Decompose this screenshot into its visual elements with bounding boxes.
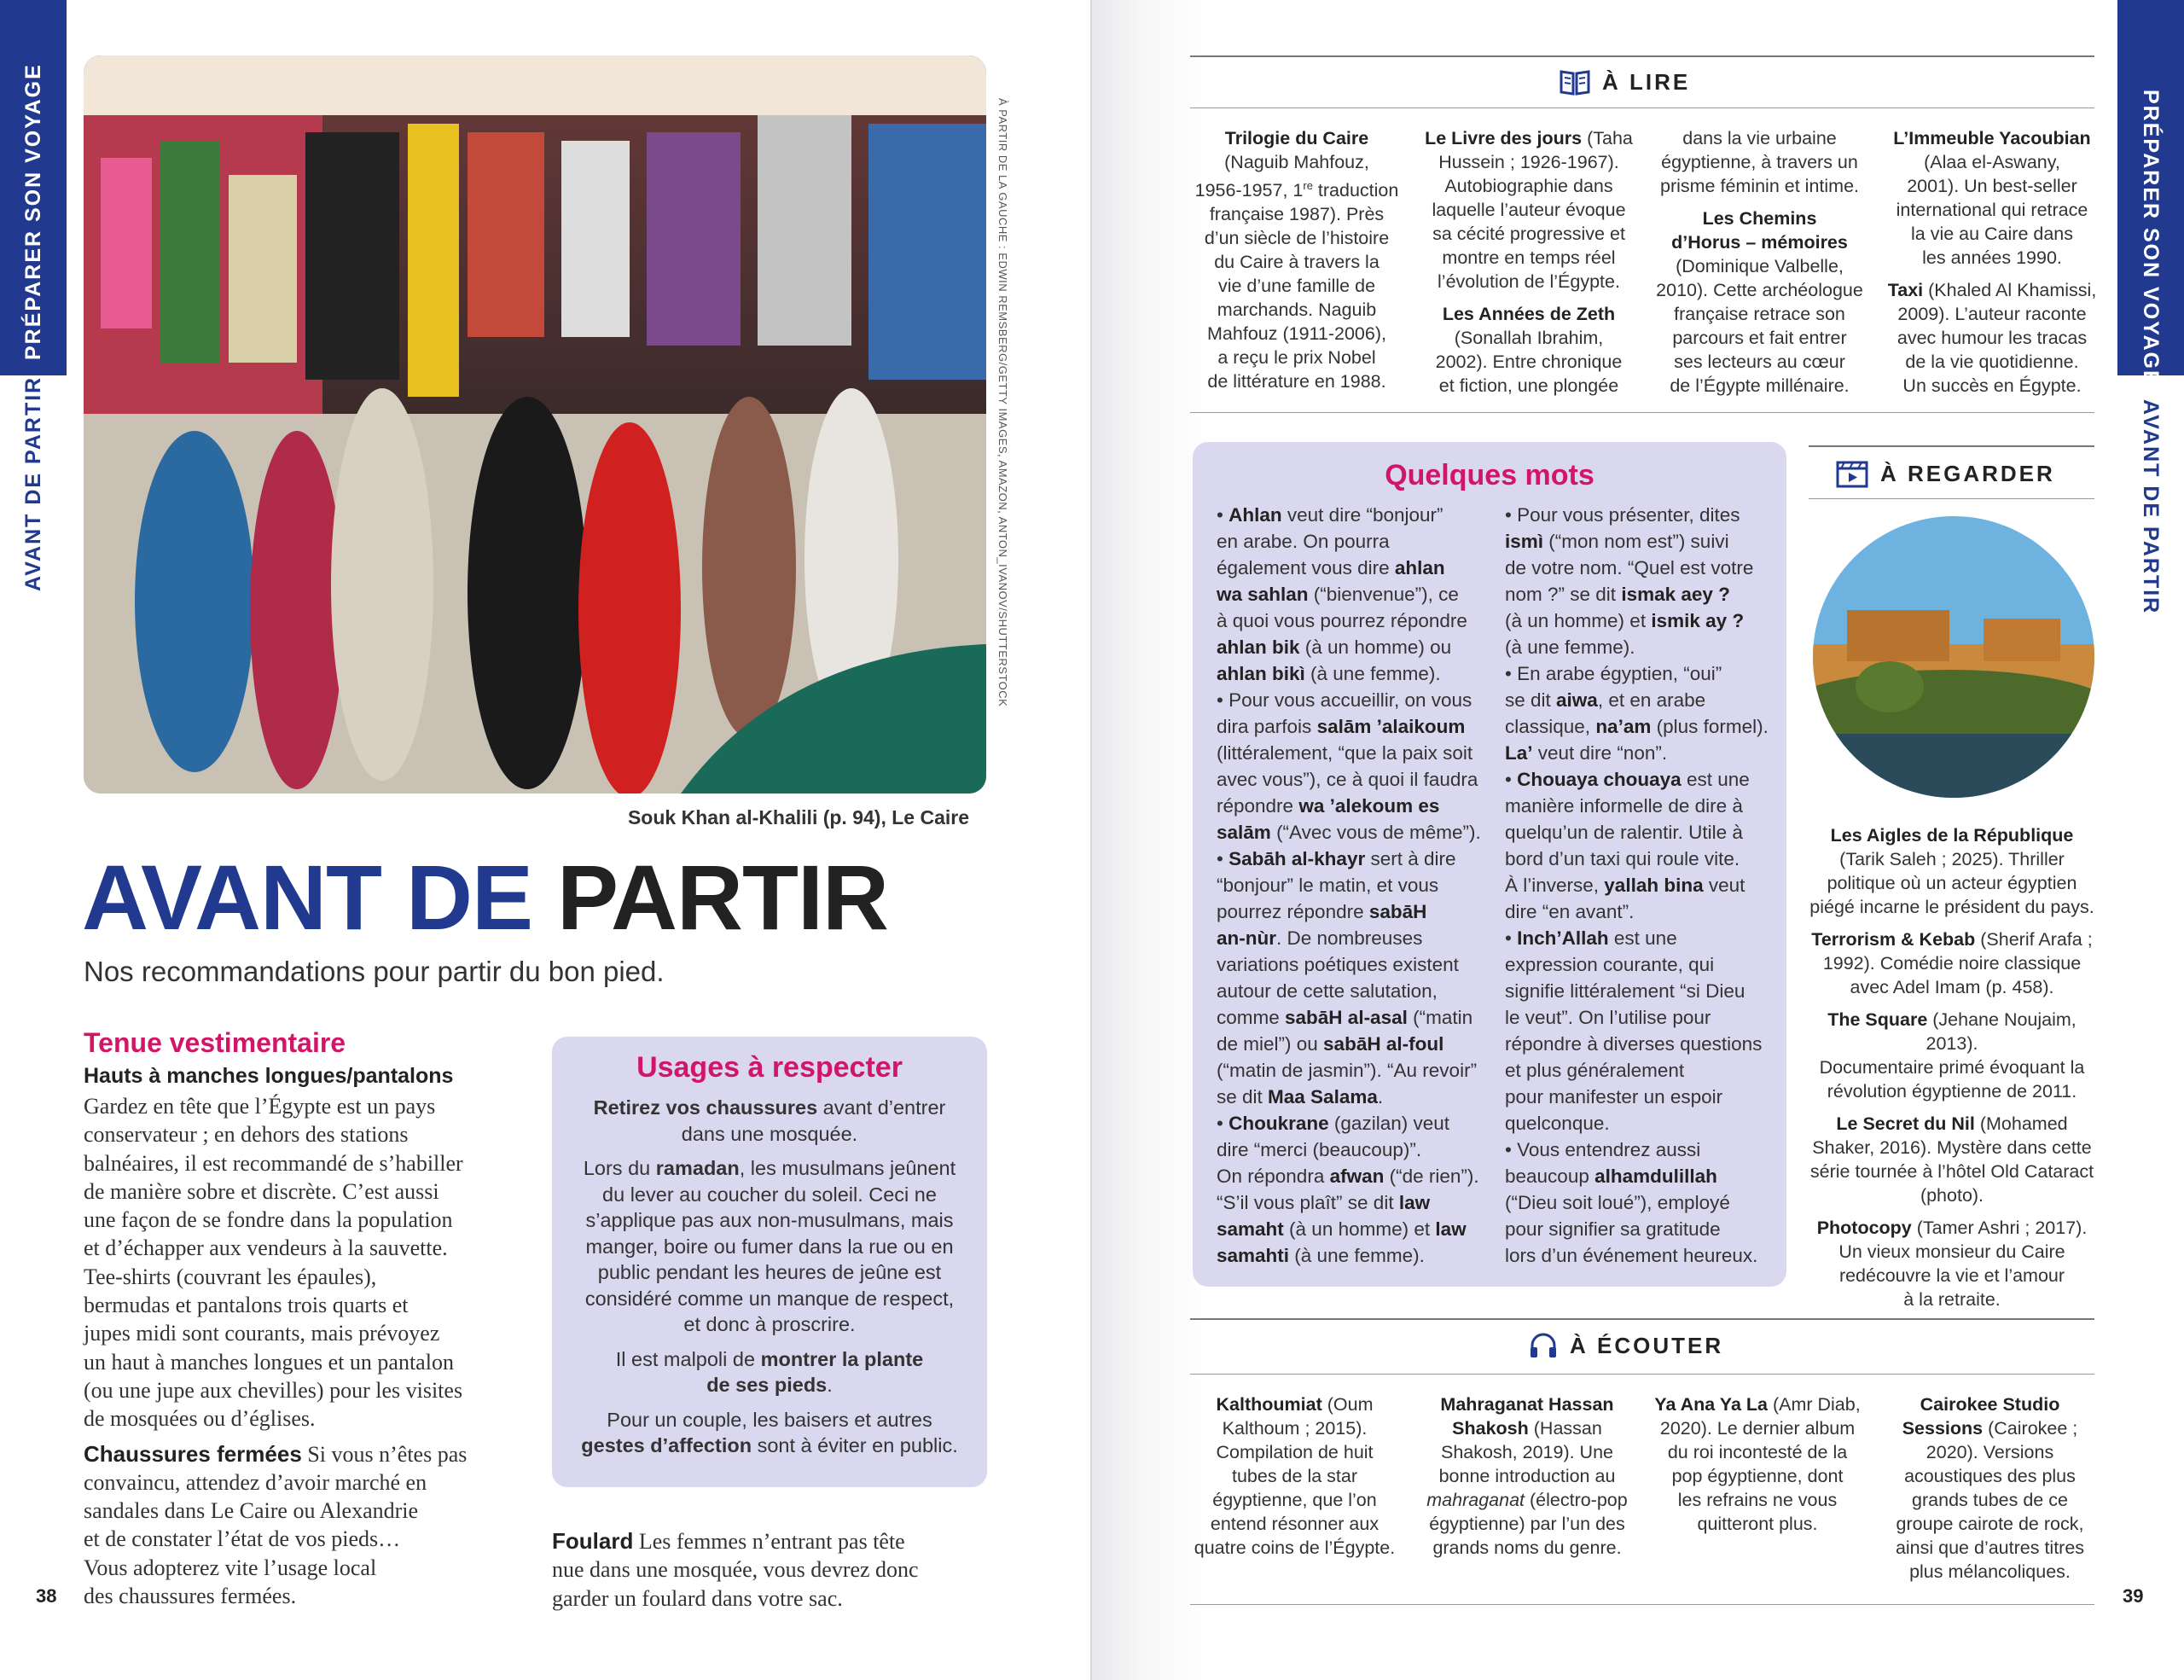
book-column-4: L’Immeuble Yacoubian (Alaa el-Aswany, 2001). Un best-seller international qui retrace la vie au Caire dans les années 1990. Taxi (Khaled Al Khamissi, 2009). L’auteur raconte avec humour les tracas de la vie quotidienne. Un succès en Égypte. <box>1887 128 2097 396</box>
a-regarder-title: À REGARDER <box>1880 460 2055 486</box>
text-line: nue dans une mosquée, vous devrez donc <box>552 1557 919 1583</box>
text-run: , les musulmans jeûnent <box>739 1157 956 1179</box>
text-bold: Retirez vos chaussures <box>593 1096 818 1119</box>
text-run: avant d’entrer <box>817 1096 946 1119</box>
text-line: un haut à manches longues et un pantalon <box>84 1349 454 1375</box>
book-column-3: dans la vie urbaine égyptienne, à travers un prisme féminin et intime. Les Chemins d’Horus – mémoires (Dominique Valbelle, 2010). Cette archéologue française retrace son parcours et fait entrer ses lecteurs au cœur de l’Égypte millénaire. <box>1656 128 1863 396</box>
text-line: manger, boire ou fumer dans la rue ou en <box>585 1235 954 1258</box>
a-lire-title: À LIRE <box>1602 68 1691 95</box>
hotel-photo <box>1813 516 2094 798</box>
text-line: garder un foulard dans votre sac. <box>552 1585 843 1611</box>
page-subtitle: Nos recommandations pour partir du bon pied. <box>84 956 665 987</box>
divider <box>1809 498 2094 499</box>
text-line: et donc à proscrire. <box>683 1313 856 1335</box>
text-line: et de constater l’état de vos pieds… <box>84 1526 401 1552</box>
photo-caption: Souk Khan al-Khalili (p. 94), Le Caire <box>627 806 969 828</box>
text-run: Lors du <box>583 1157 656 1179</box>
text-line: des chaussures fermées. <box>84 1584 297 1609</box>
side-section-label: AVANT DE PARTIR <box>21 375 45 591</box>
divider <box>1190 412 2094 413</box>
text-line <box>552 1527 996 1555</box>
page-number: 38 <box>36 1585 57 1607</box>
text-run: Si vous n’êtes pas <box>301 1441 468 1467</box>
text-line: dans une mosquée. <box>681 1122 858 1145</box>
text-line: une façon de se fondre dans la population <box>84 1207 453 1233</box>
music-column-1: Kalthoumiat (Oum Kalthoum ; 2015). Compilation de huit tubes de la star égyptienne, que l’on entend résonner aux quatre coins de l’Égypte. <box>1194 1394 1396 1558</box>
side-tab-label: PRÉPARER SON VOYAGE <box>2139 90 2163 387</box>
text-line <box>567 1095 972 1121</box>
quelques-mots-title: Quelques mots <box>1385 459 1594 491</box>
text-line: Pour un couple, les baisers et autres <box>607 1408 932 1431</box>
text-line: convaincu, attendez d’avoir marché en <box>84 1469 427 1495</box>
mots-column-1: • Ahlan veut dire “bonjour” en arabe. On pourra également vous dire ahlan wa sahlan (“bienvenue”), ce à quoi vous pourrez répondre ahlan bik (à un homme) ou ahlan bikì (à une femme). • Pour vous accueillir, on vous dira parfois salām ’alaikoum (littéralement, “que la paix soit avec vous”), ce à quoi il faudra répondre wa ’alekoum es salām (“Avec vous de même”). • Sabāh al-khayr sert à dire “bonjour” le matin, et vous pourrez répondre sabāH an-nùr. De nombreuses variations poétiques existent autour de cette salutation, comme sabāH al-asal (“matin de miel”) ou sabāH al-foul (“matin de jasmin”). “Au revoir” se dit Maa Salama. • Choukrane (gazilan) veut dire “merci (beaucoup)”. On répondra afwan (“de rien”). “S’il vous plaît” se dit law samaht (à un homme) et law samahti (à une femme). <box>1217 504 1481 1266</box>
book-column-2: Le Livre des jours (Taha Hussein ; 1926-1967). Autobiographie dans laquelle l’auteur évoque sa cécité progressive et montre en temps réel l’évolution de l’Égypte. Les Années de Zeth (Sonallah Ibrahim, 2002). Entre chronique et fiction, une plongée <box>1425 128 1633 396</box>
page-title <box>82 846 888 949</box>
headphones-icon <box>1529 1332 1558 1359</box>
films-column: Les Aigles de la République (Tarik Saleh ; 2025). Thriller politique où un acteur égyptien piégé incarne le président du pays. Terrorism & Kebab (Sherif Arafa ; 1992). Comédie noire classique avec Adel Imam (p. 458). The Square (Jehane Noujaim, 2013). Documentaire primé évoquant la révolution égyptienne de 2011. Le Secret du Nil (Mohamed Shaker, 2016). Mystère dans cette série tournée à l’hôtel Old Cataract (photo). Photocopy (Tamer Ashri ; 2017). Un vieux monsieur du Caire redécouvre la vie et l’amour à la retraite. <box>1809 825 2094 1310</box>
bazaar-photo <box>84 55 986 793</box>
text-line: bermudas et pantalons trois quarts et <box>84 1293 409 1318</box>
foulard-text <box>552 1527 996 1613</box>
a-ecouter-title: À ÉCOUTER <box>1570 1332 1724 1358</box>
text-line <box>84 1440 527 1468</box>
music-column-4: Cairokee Studio Sessions (Cairokee ; 2020). Versions acoustiques des plus grands tubes de ce groupe cairote de rock, ainsi que d’autres titres plus mélancoliques. <box>1895 1394 2085 1582</box>
tenue-title: Tenue vestimentaire <box>84 1027 346 1058</box>
usages-box <box>552 1037 987 1487</box>
foulard-bold: Foulard <box>552 1528 634 1554</box>
text-line: de mosquées ou d’églises. <box>84 1406 316 1432</box>
a-ecouter-header <box>1529 1332 1723 1359</box>
text-bold: gestes d’affection <box>581 1434 752 1456</box>
page-number: 39 <box>2123 1585 2144 1607</box>
divider <box>1190 55 2094 57</box>
text-line: de manière sobre et discrète. C’est aussi <box>84 1178 439 1204</box>
text-line <box>567 1433 972 1459</box>
text-line: balnéaires, il est recommandé de s’habiller <box>84 1150 463 1176</box>
text-line: conservateur ; en dehors des stations <box>84 1122 409 1148</box>
book-icon <box>1560 68 1590 96</box>
a-lire-header <box>1560 68 1690 96</box>
text-line <box>567 1155 972 1182</box>
mots-column-2: • Pour vous présenter, dites ismì (“mon nom est”) suivi de votre nom. “Quel est votre nom ?” se dit ismak aey ? (à un homme) et ismik ay ? (à une femme). • En arabe égyptien, “oui” se dit aiwa, et en arabe classique, na’am (plus formel). La’ veut dire “non”. • Chouaya chouaya est une manière informelle de dire à quelqu’un de ralentir. Utile à bord d’un taxi qui roule vite. À l’inverse, yallah bina veut dire “en avant”. • Inch’Allah est une expression courante, qui signifie littéralement “si Dieu le veut”. On l’utilise pour répondre à diverses questions et plus généralement pour manifester un espoir quelconque. • Vous entendrez aussi beaucoup alhamdulillah (“Dieu soit loué”), employé pour signifier sa gratitude lors d’un événement heureux. <box>1505 504 1769 1266</box>
text-run: Il est malpoli de <box>615 1347 761 1370</box>
text-line: du lever au coucher du soleil. Ceci ne <box>602 1183 937 1206</box>
text-bold: ramadan <box>655 1157 740 1179</box>
text-line <box>567 1372 972 1398</box>
usages-title: Usages à respecter <box>636 1051 903 1084</box>
side-section-label: AVANT DE PARTIR <box>2139 399 2163 615</box>
right-page <box>1092 0 2184 1680</box>
text-bold: montrer la plante <box>760 1347 924 1370</box>
text-line: (ou une jupe aux chevilles) pour les visites <box>84 1377 463 1403</box>
chaussures-bold: Chaussures fermées <box>84 1440 302 1467</box>
text-line <box>567 1346 972 1373</box>
text-line: considéré comme un manque de respect, <box>584 1287 955 1310</box>
text-line: Tee-shirts (couvrant les épaules), <box>84 1264 377 1289</box>
page-title-part2: PARTIR <box>557 846 888 949</box>
side-tab-label: PRÉPARER SON VOYAGE <box>21 63 45 360</box>
book-column-1: Trilogie du Caire (Naguib Mahfouz, 1956-1957, 1re traduction française 1987). Près d’un siècle de l’histoire du Caire à travers la vie d’une famille de marchands. Naguib Mahfouz (1911-2006), a reçu le prix Nobel de littérature en 1988. <box>1194 128 1399 392</box>
clapperboard-icon <box>1836 459 1868 488</box>
music-column-2: Mahraganat Hassan Shakosh (Hassan Shakosh, 2019). Une bonne introduction au mahraganat (électro-pop égyptienne) par l’un des grands noms du genre. <box>1426 1394 1628 1558</box>
page-title-part1: AVANT DE <box>82 846 532 949</box>
text-run: Les femmes n’entrant pas tête <box>633 1529 905 1554</box>
text-bold: de ses pieds <box>706 1374 828 1396</box>
usages-text <box>552 1095 987 1459</box>
text-line: public pendant les heures de jeûne est <box>597 1261 942 1283</box>
text-run: sont à éviter en public. <box>752 1434 958 1456</box>
tenue-text <box>84 1092 527 1610</box>
text-run: . <box>827 1374 833 1396</box>
text-line: s’applique pas aux non-musulmans, mais <box>585 1209 954 1231</box>
tenue-subtitle: Hauts à manches longues/pantalons <box>84 1064 454 1088</box>
divider <box>1190 1318 2094 1320</box>
music-column-3: Ya Ana Ya La (Amr Diab, 2020). Le dernier album du roi incontesté de la pop égyptienne, dont les refrains ne vous quitteront plus. <box>1654 1394 1861 1534</box>
text-line: sandales dans Le Caire ou Alexandrie <box>84 1498 419 1524</box>
photo-credit: À PARTIR DE LA GAUCHE : EDWIN REMSBERG/GETTY IMAGES, AMAZON, ANTON_IVANOV/SHUTTERSTOCK <box>996 98 1009 707</box>
divider <box>1190 1604 2094 1605</box>
text-line: Gardez en tête que l’Égypte est un pays <box>84 1094 436 1119</box>
quelques-mots-box <box>1193 442 1786 1287</box>
a-regarder-header <box>1836 459 2055 488</box>
text-line: jupes midi sont courants, mais prévoyez <box>84 1321 440 1346</box>
divider <box>1190 1374 2094 1375</box>
divider <box>1809 445 2094 447</box>
text-line: Vous adopterez vite l’usage local <box>84 1555 377 1580</box>
text-line: et d’échapper aux vendeurs à la sauvette. <box>84 1235 448 1261</box>
